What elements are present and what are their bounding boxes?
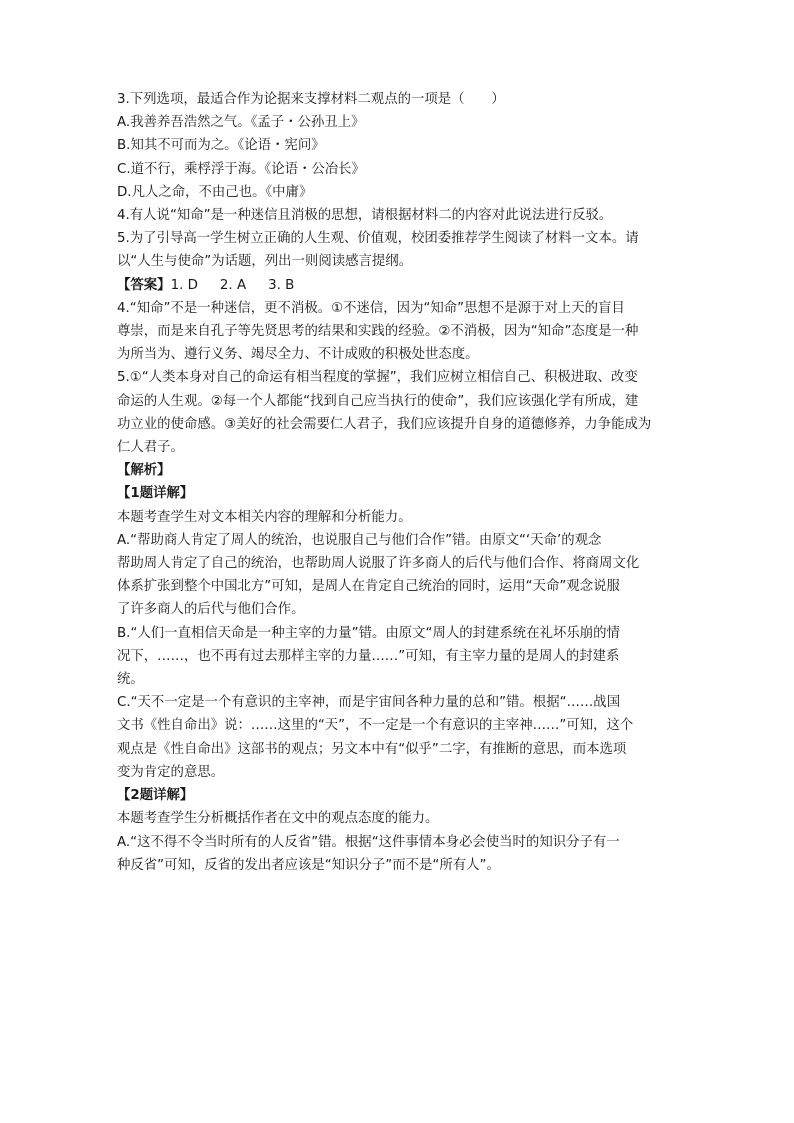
q1-line: 况下，……，也不再有过去那样主宰的力量……”可知，有主宰力量的是周人的封建系 xyxy=(117,648,620,664)
q2-line: 本题考查学生分析概括作者在文中的观点态度的能力。 xyxy=(117,811,439,827)
question-3: 3.下列选项，最适合作为论据来支撑材料二观点的一项是（ ） xyxy=(117,92,505,107)
question-4: 4.有人说“知命”是一种迷信且消极的思想，请根据材料二的内容对此说法进行反驳。 xyxy=(117,208,613,224)
analysis-block xyxy=(117,459,679,877)
q1-line: A.“帮助商人肯定了周人的统治，也说服自己与他们合作”错。由原文“‘天命’的观念 xyxy=(117,532,602,548)
q1-line: 帮助周人肯定了自己的统治，也帮助周人说服了许多商人的后代与他们合作、将商周文化 xyxy=(117,556,640,572)
answer-summary xyxy=(117,274,679,297)
answer-4-line-2: 尊崇，而是来自孔子等先贤思考的结果和实践的经验。②不消极，因为“知命”态度是一种 xyxy=(117,324,639,340)
option-a: A.我善养吾浩然之气。《孟子・公孙丑上》 xyxy=(117,115,365,131)
q1-detail-label: 【1题详解】 xyxy=(117,486,194,502)
answer-label: 【答案】 xyxy=(117,277,171,293)
answer-5-line-3: 功立业的使命感。③美好的社会需要仁人君子，我们应该提升自身的道德修养，力争能成为 xyxy=(117,416,652,432)
q1-line: 观点是《性自命出》这部书的观点；另文本中有“似乎”二字，有推断的意思，而本选项 xyxy=(117,741,627,757)
question-5-line-1: 5.为了引导高一学生树立正确的人生观、价值观，校团委推荐学生阅读了材料一文本。请 xyxy=(117,231,639,247)
question-5-line-2: 以“人生与使命”为话题，列出一则阅读感言提纲。 xyxy=(117,254,413,270)
q1-line: C.“天不一定是一个有意识的主宰神，而是宇宙间各种力量的总和”错。根据“……战国 xyxy=(117,695,621,711)
answer-5-line-1: 5.①“人类本身对自己的命运有相当程度的掌握”，我们应树立相信自己、积极进取、改变 xyxy=(117,370,638,386)
answer-item-3: 3. B xyxy=(268,277,295,293)
answer-5-line-2: 命运的人生观。②每一个人都能“找到自己应当执行的使命”，我们应该强化学有所成，建 xyxy=(117,393,639,409)
option-c: C.道不行，乘桴浮于海。《论语・公冶长》 xyxy=(117,161,365,177)
answer-5-line-4: 仁人君子。 xyxy=(117,440,184,456)
q1-line: 统。 xyxy=(117,672,144,688)
answer-4-line-3: 为所当为、遵行义务、竭尽全力、不计成败的积极处世态度。 xyxy=(117,347,479,363)
option-b: B.知其不可而为之。《论语・宪问》 xyxy=(117,138,325,154)
q1-line: 文书《性自命出》说：……这里的“天”，不一定是一个有意识的主宰神……”可知，这个 xyxy=(117,718,634,734)
analysis-label: 【解析】 xyxy=(117,463,171,479)
answer-4-line-1: 4.“知命”不是一种迷信，更不消极。①不迷信，因为“知命”思想不是源于对上天的盲目 xyxy=(117,300,625,316)
q1-line: 体系扩张到整个中国北方”可知，是周人在肯定自己统治的同时，运用“天命”观念说服 xyxy=(117,579,620,595)
q2-detail-label: 【2题详解】 xyxy=(117,788,194,804)
q2-line: A.“这不得不令当时所有的人反省”错。根据“这件事情本身必会使当时的知识分子有一 xyxy=(117,834,620,850)
q1-line: 了许多商人的后代与他们合作。 xyxy=(117,602,305,618)
answer-item-2: 2. A xyxy=(219,277,247,293)
document-page xyxy=(117,88,679,877)
answer-block xyxy=(117,274,679,460)
answer-item-1: 1. D xyxy=(170,277,198,293)
q1-line: 变为肯定的意思。 xyxy=(117,764,225,780)
question-block xyxy=(117,88,679,274)
q1-line: B.“人们一直相信天命是一种主宰的力量”错。由原文“周人的封建系统在礼坏乐崩的情 xyxy=(117,625,620,641)
q2-line: 种反省”可知，反省的发出者应该是“知识分子”而不是“所有人”。 xyxy=(117,857,500,873)
option-d: D.凡人之命，不由己也。《中庸》 xyxy=(117,184,313,200)
q1-line: 本题考查学生对文本相关内容的理解和分析能力。 xyxy=(117,509,412,525)
